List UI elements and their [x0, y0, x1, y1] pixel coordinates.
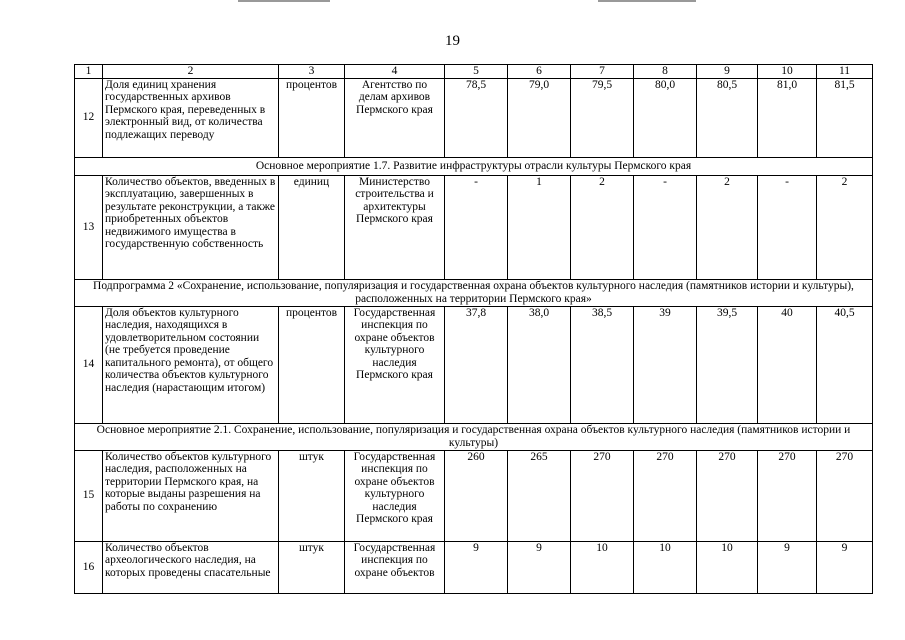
top-edge-line [238, 0, 330, 2]
table-row-13 [75, 175, 873, 279]
value-cell: 37,8 [445, 306, 508, 423]
subprogram-heading: Подпрограмма 2 «Сохранение, использование, популяризация и государственная охрана объектов культурного наследия (памятников истории и культуры), расположенных на территории Пермского края» [75, 279, 873, 306]
indicator-name: Количество объектов, введенных в эксплуатацию, завершенных в результате реконструкции, а также приобретенных объектов недвижимого имущества в государственную собственность [103, 175, 279, 279]
value-cell: 39,5 [697, 306, 758, 423]
indicators-table [74, 64, 873, 594]
value-cell: 2 [571, 175, 634, 279]
value-cell: 265 [508, 450, 571, 541]
value-cell: 2 [697, 175, 758, 279]
table-row-16 [75, 541, 873, 593]
value-cell: 38,5 [571, 306, 634, 423]
unit-of-measure: процентов [279, 306, 345, 423]
table-row-12 [75, 78, 873, 157]
value-cell: 9 [508, 541, 571, 593]
value-cell: 79,0 [508, 78, 571, 157]
value-cell: 270 [634, 450, 697, 541]
responsible-body: Агентство по делам архивов Пермского края [345, 78, 445, 157]
section-row [75, 279, 873, 306]
table-row-14 [75, 306, 873, 423]
section-row [75, 157, 873, 175]
value-cell: 270 [817, 450, 873, 541]
column-number-cell: 7 [571, 65, 634, 79]
unit-of-measure: процентов [279, 78, 345, 157]
value-cell: 79,5 [571, 78, 634, 157]
value-cell: 1 [508, 175, 571, 279]
column-number-cell: 8 [634, 65, 697, 79]
value-cell: 9 [758, 541, 817, 593]
value-cell: 270 [571, 450, 634, 541]
row-number: 13 [75, 175, 103, 279]
section-heading: Основное мероприятие 1.7. Развитие инфраструктуры отрасли культуры Пермского края [75, 157, 873, 175]
column-number-cell: 6 [508, 65, 571, 79]
section-row [75, 423, 873, 450]
value-cell: 38,0 [508, 306, 571, 423]
value-cell: 270 [758, 450, 817, 541]
value-cell: 9 [817, 541, 873, 593]
value-cell: 39 [634, 306, 697, 423]
value-cell: 2 [817, 175, 873, 279]
column-number-row [75, 65, 873, 79]
responsible-body: Государственная инспекция по охране объектов [345, 541, 445, 593]
value-cell: 80,5 [697, 78, 758, 157]
value-cell: 40,5 [817, 306, 873, 423]
row-number: 15 [75, 450, 103, 541]
column-number-cell: 5 [445, 65, 508, 79]
column-number-cell: 2 [103, 65, 279, 79]
value-cell: - [445, 175, 508, 279]
value-cell: 270 [697, 450, 758, 541]
row-number: 14 [75, 306, 103, 423]
column-number-cell: 9 [697, 65, 758, 79]
row-number: 16 [75, 541, 103, 593]
unit-of-measure: единиц [279, 175, 345, 279]
value-cell: - [634, 175, 697, 279]
indicator-name: Количество объектов культурного наследия, расположенных на территории Пермского края, на которые выданы разрешения на работы по сохранению [103, 450, 279, 541]
value-cell: 81,0 [758, 78, 817, 157]
section-heading: Основное мероприятие 2.1. Сохранение, использование, популяризация и государственная охрана объектов культурного наследия (памятников истории и культуры) [75, 423, 873, 450]
column-number-cell: 3 [279, 65, 345, 79]
indicator-name: Количество объектов археологического наследия, на которых проведены спасательные [103, 541, 279, 593]
value-cell: 10 [697, 541, 758, 593]
page-number: 19 [445, 33, 460, 49]
table-row-15 [75, 450, 873, 541]
indicator-name: Доля единиц хранения государственных архивов Пермского края, переведенных в электронный вид, от количества подлежащих переводу [103, 78, 279, 157]
column-number-cell: 10 [758, 65, 817, 79]
row-number: 12 [75, 78, 103, 157]
indicator-name: Доля объектов культурного наследия, находящихся в удовлетворительном состоянии (не требуется проведение капитального ремонта), от общего количества объектов культурного наследия (нарастающим итогом) [103, 306, 279, 423]
top-edge-line [598, 0, 696, 2]
column-number-cell: 11 [817, 65, 873, 79]
value-cell: 260 [445, 450, 508, 541]
column-number-cell: 4 [345, 65, 445, 79]
value-cell: 80,0 [634, 78, 697, 157]
value-cell: 40 [758, 306, 817, 423]
unit-of-measure: штук [279, 450, 345, 541]
responsible-body: Государственная инспекция по охране объектов культурного наследия Пермского края [345, 306, 445, 423]
column-number-cell: 1 [75, 65, 103, 79]
value-cell: 9 [445, 541, 508, 593]
value-cell: 78,5 [445, 78, 508, 157]
value-cell: 81,5 [817, 78, 873, 157]
responsible-body: Министерство строительства и архитектуры Пермского края [345, 175, 445, 279]
unit-of-measure: штук [279, 541, 345, 593]
value-cell: 10 [634, 541, 697, 593]
value-cell: 10 [571, 541, 634, 593]
value-cell: - [758, 175, 817, 279]
responsible-body: Государственная инспекция по охране объектов культурного наследия Пермского края [345, 450, 445, 541]
